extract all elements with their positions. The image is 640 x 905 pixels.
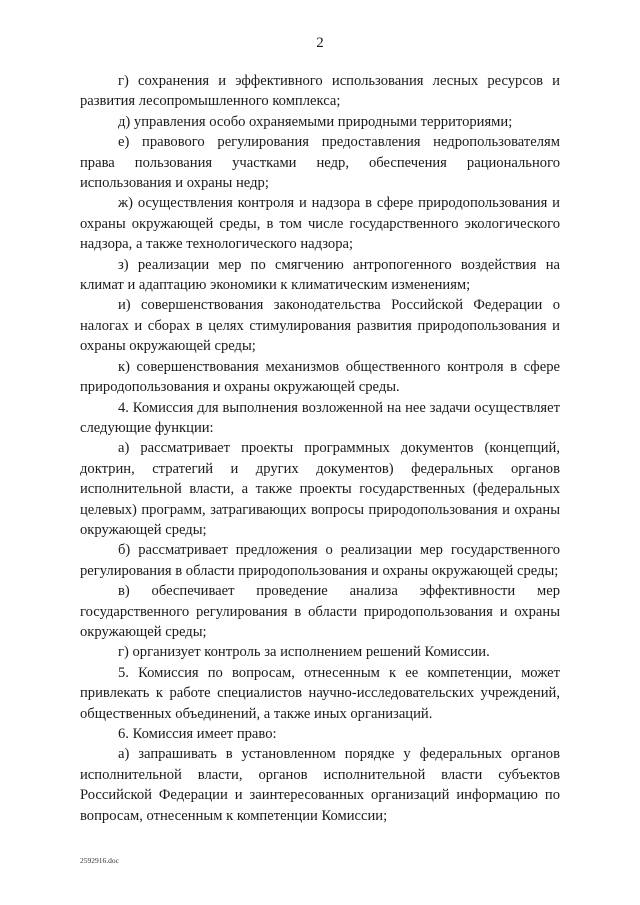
page-number: 2 xyxy=(316,35,324,51)
paragraph-i-tax-legislation: и) совершенствования законодательства Российской Федерации о налогах и сборах в целях стимулирования развития природопользования и охраны окружающей среды; xyxy=(80,297,560,355)
paragraph-g-forest-resources: г) сохранения и эффективного использования лесных ресурсов и развития лесопромышленного комплекса; xyxy=(80,73,560,110)
paragraph-v-efficiency-analysis: в) обеспечивает проведение анализа эффективности мер государственного регулирования в области природопользования и охраны окружающей среды; xyxy=(80,583,560,640)
paragraph-g-decision-control: г) организует контроль за исполнением решений Комиссии. xyxy=(118,644,490,661)
paragraph-zh-control-supervision: ж) осуществления контроля и надзора в сфере природопользования и охраны окружающей среды, в том числе государственного экологического надзора, а также технологического надзора; xyxy=(80,195,560,253)
paragraph-z-climate-measures: з) реализации мер по смягчению антропогенного воздействия на климат и адаптацию экономики к климатическим изменениям; xyxy=(80,256,560,294)
paragraph-6-rights: 6. Комиссия имеет право: xyxy=(118,726,277,742)
paragraph-k-public-control: к) совершенствования механизмов общественного контроля в сфере природопользования и охраны окружающей среды. xyxy=(80,358,560,396)
paragraph-e-subsoil-regulation: е) правового регулирования предоставления недропользователям права пользования участками недр, обеспечения рационального использования и охраны недр; xyxy=(80,134,560,192)
paragraph-d-protected-territories: д) управления особо охраняемыми природными территориями; xyxy=(118,113,513,130)
file-name-footer: 2592916.doc xyxy=(80,856,119,865)
paragraph-a-information-requests: а) запрашивать в установленном порядке у федеральных органов исполнительной власти, органов исполнительной власти субъектов Российской Федерации и заинтересованных организаций информацию по вопросам, отнесенным к компетенции Комиссии; xyxy=(80,746,560,824)
paragraph-4-functions: 4. Комиссия для выполнения возложенной на нее задачи осуществляет следующие функции: xyxy=(80,399,560,436)
paragraph-b-proposals: б) рассматривает предложения о реализации мер государственного регулирования в области природопользования и охраны окружающей среды; xyxy=(80,542,560,579)
document-body xyxy=(80,71,560,826)
paragraph-a-program-documents: а) рассматривает проекты программных документов (концепций, доктрин, стратегий и других документов) федеральных органов исполнительной власти, а также проекты государственных (федеральных целевых) программ, затрагивающих вопросы природопользования и охраны окружающей среды; xyxy=(80,440,560,538)
paragraph-5-specialists: 5. Комиссия по вопросам, отнесенным к ее компетенции, может привлекать к работе специалистов научно-исследовательских учреждений, общественных объединений, а также иных организаций. xyxy=(80,664,560,722)
